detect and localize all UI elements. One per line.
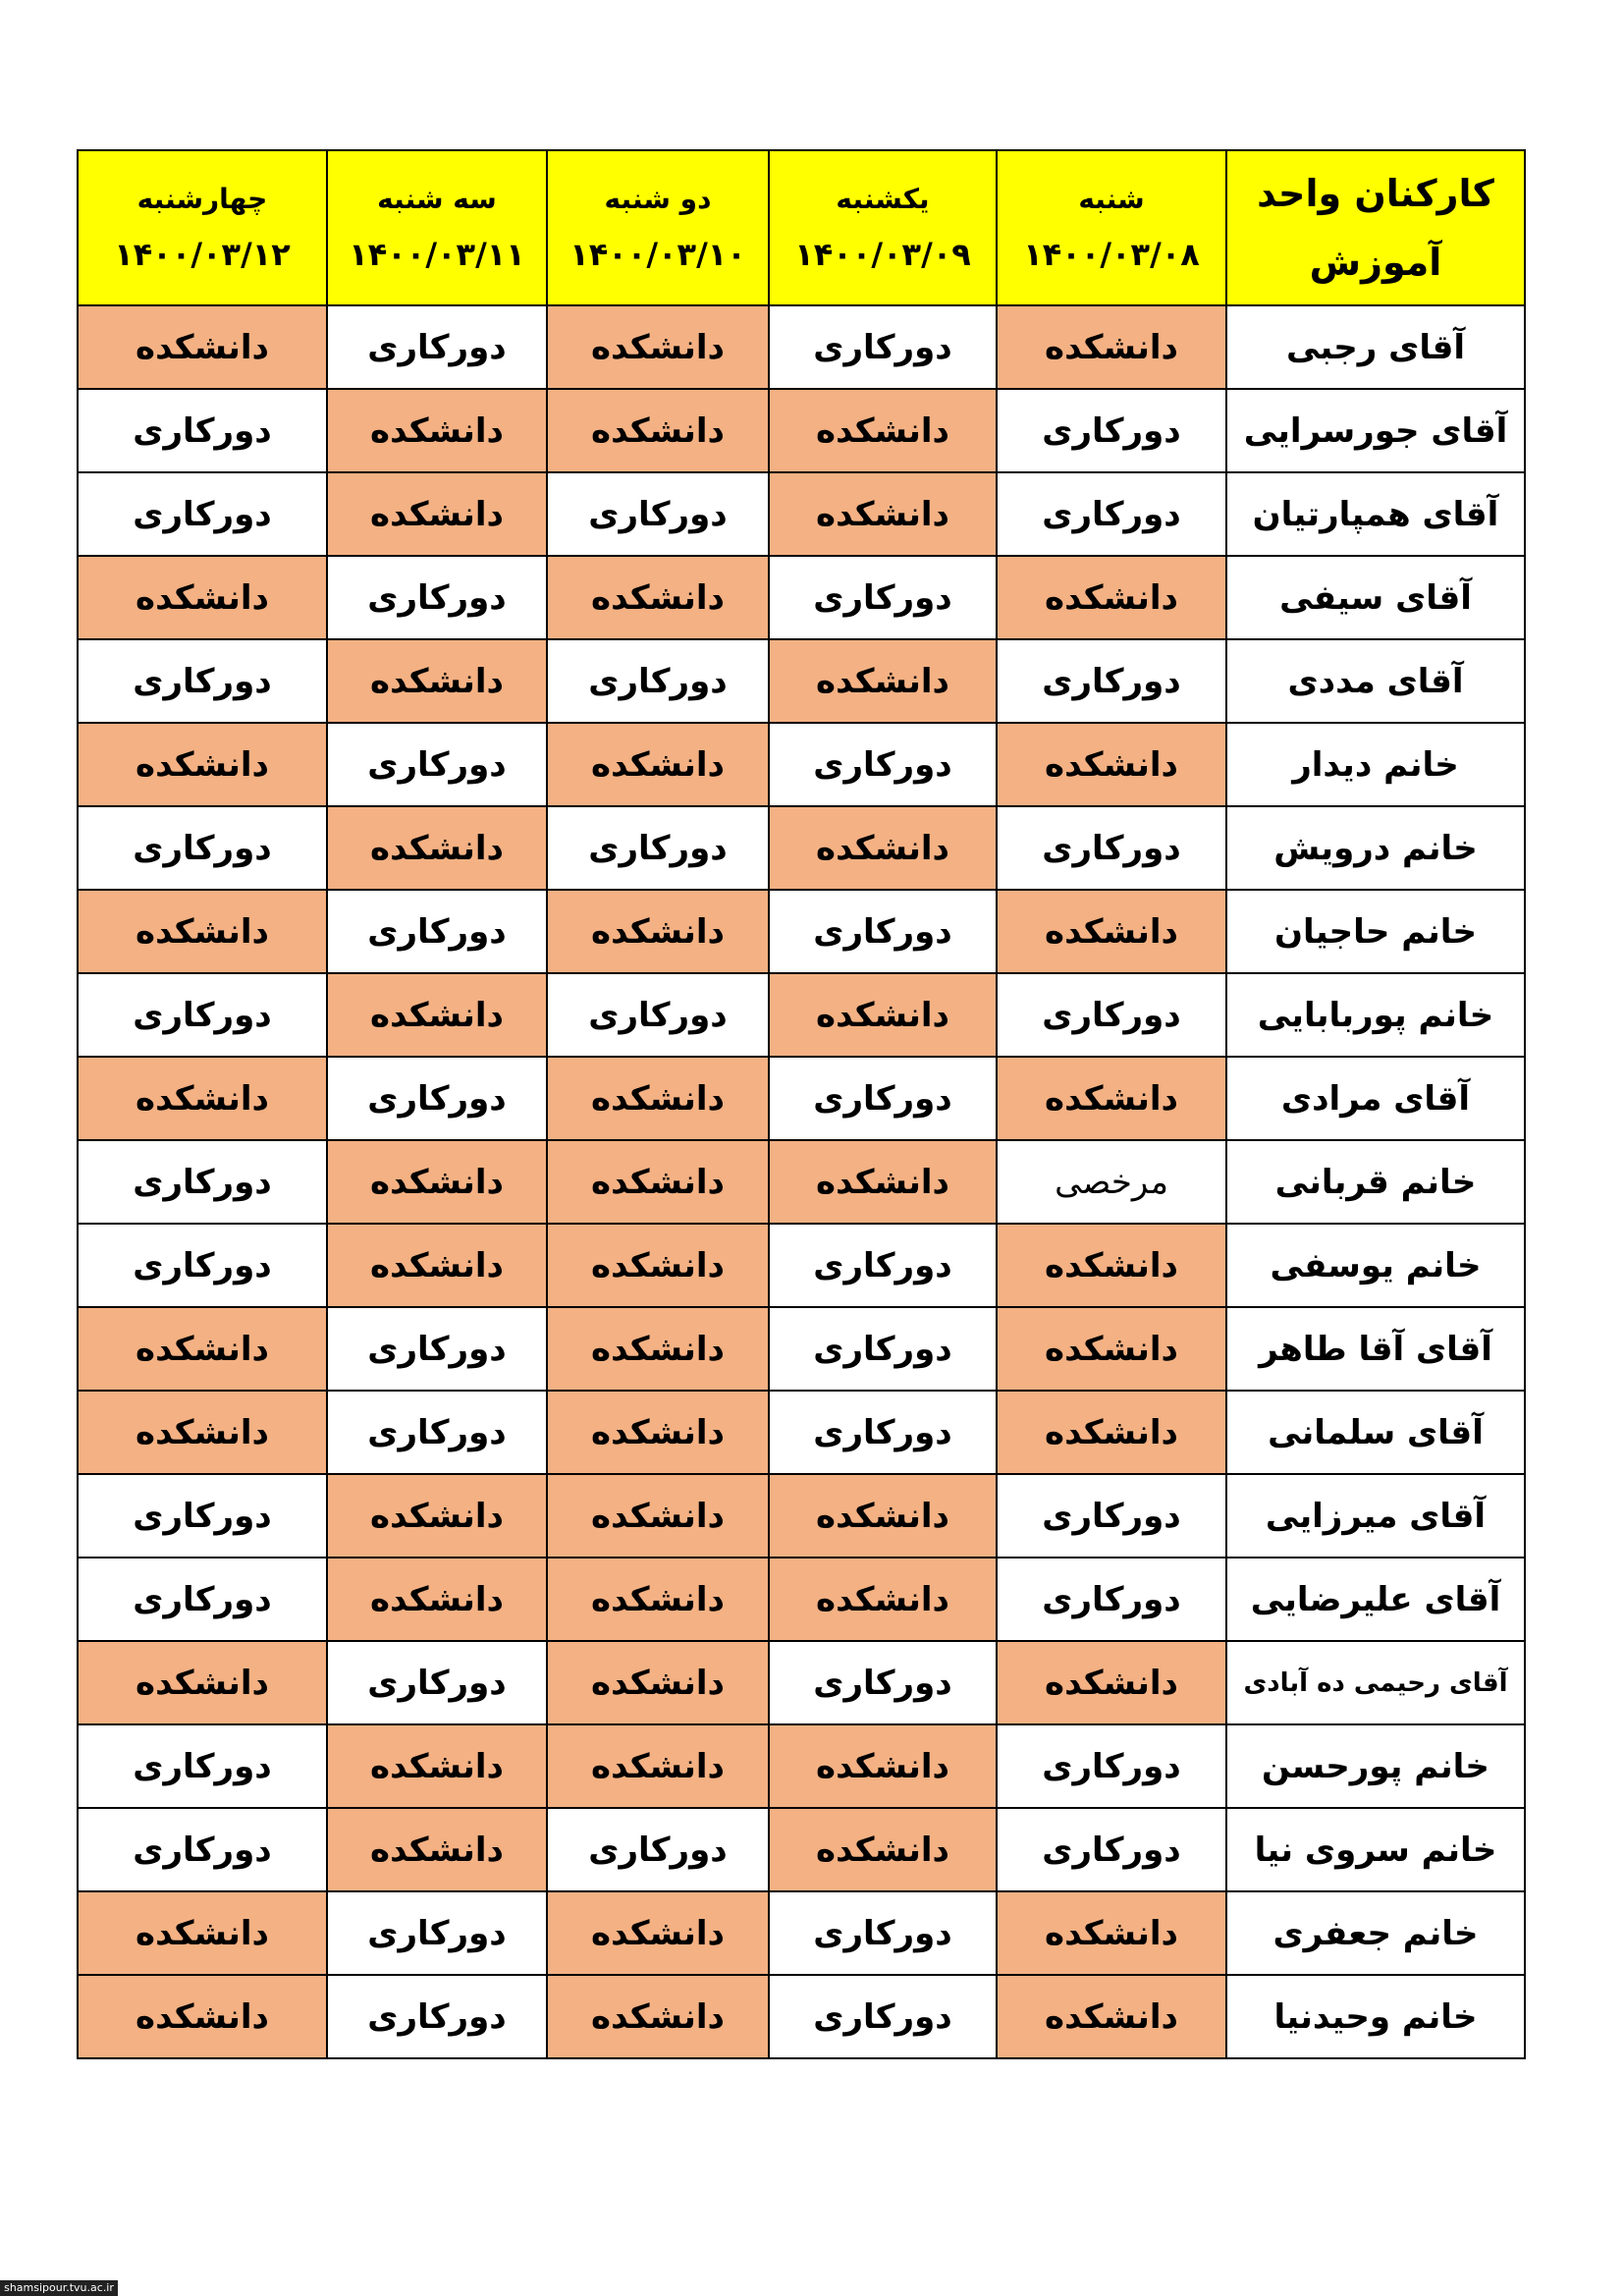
day-name: دو شنبه [604,183,712,215]
day-date: ۱۴۰۰/۰۳/۱۲ [114,236,291,273]
table-row [78,1641,1525,1724]
status-cell-uni: دانشکده [78,723,327,806]
status-cell-remote: دورکاری [78,639,327,723]
status-cell-remote: دورکاری [78,973,327,1057]
staff-name: خانم دیدار [1226,723,1525,806]
staff-name: آقای آقا طاهر [1226,1307,1525,1391]
status-cell-uni: دانشکده [547,1641,769,1724]
staff-name: خانم سروی نیا [1226,1808,1525,1891]
status-cell-uni: دانشکده [547,1057,769,1140]
status-cell-uni: دانشکده [327,639,547,723]
status-cell-uni: دانشکده [547,1307,769,1391]
status-cell-remote: دورکاری [769,1057,997,1140]
day-date: ۱۴۰۰/۰۳/۱۰ [569,236,746,273]
status-cell-uni: دانشکده [547,1474,769,1558]
table-row [78,1307,1525,1391]
header-row [78,150,1525,305]
status-cell-remote: دورکاری [327,1891,547,1975]
status-cell-uni: دانشکده [547,1975,769,2058]
status-cell-uni: دانشکده [769,973,997,1057]
table-row [78,1474,1525,1558]
status-cell-remote: دورکاری [547,806,769,890]
status-cell-uni: دانشکده [997,1057,1226,1140]
status-cell-remote: دورکاری [78,1140,327,1224]
status-cell-remote: دورکاری [769,305,997,389]
staff-name: خانم پوربابایی [1226,973,1525,1057]
status-cell-remote: دورکاری [997,389,1226,472]
table-row [78,639,1525,723]
status-cell-uni: دانشکده [769,806,997,890]
status-cell-uni: دانشکده [769,1724,997,1808]
table-row [78,973,1525,1057]
header-day [78,150,327,305]
table-row [78,806,1525,890]
status-cell-remote: دورکاری [769,1224,997,1307]
table-row [78,1140,1525,1224]
status-cell-uni: دانشکده [997,723,1226,806]
status-cell-remote: دورکاری [327,305,547,389]
status-cell-remote: دورکاری [769,890,997,973]
status-cell-remote: دورکاری [769,1307,997,1391]
staff-name: خانم درویش [1226,806,1525,890]
status-cell-uni: دانشکده [78,556,327,639]
status-cell-remote: دورکاری [327,1391,547,1474]
status-cell-remote: دورکاری [997,639,1226,723]
header-day [547,150,769,305]
staff-name: خانم پورحسن [1226,1724,1525,1808]
status-cell-remote: دورکاری [769,1891,997,1975]
status-cell-uni: دانشکده [327,1724,547,1808]
status-cell-uni: دانشکده [997,556,1226,639]
status-cell-uni: دانشکده [547,305,769,389]
status-cell-remote: دورکاری [997,1808,1226,1891]
status-cell-remote: دورکاری [769,723,997,806]
status-cell-remote: دورکاری [547,472,769,556]
staff-name: آقای مددی [1226,639,1525,723]
status-cell-uni: دانشکده [547,1391,769,1474]
status-cell-uni: دانشکده [327,1140,547,1224]
staff-name: آقای همپارتیان [1226,472,1525,556]
table-row [78,472,1525,556]
table-row [78,1057,1525,1140]
status-cell-remote: دورکاری [78,1724,327,1808]
staff-name: خانم قربانی [1226,1140,1525,1224]
table-row [78,556,1525,639]
status-cell-remote: دورکاری [78,1558,327,1641]
day-date: ۱۴۰۰/۰۳/۰۸ [1023,236,1200,273]
status-cell-uni: دانشکده [997,1224,1226,1307]
header-day [997,150,1226,305]
status-cell-uni: دانشکده [78,890,327,973]
status-cell-uni: دانشکده [78,1891,327,1975]
status-cell-remote: دورکاری [997,806,1226,890]
schedule-sheet [77,149,1524,2059]
staff-name: آقای رحیمی ده آبادی [1226,1641,1525,1724]
status-cell-uni: دانشکده [997,1391,1226,1474]
status-cell-uni: دانشکده [547,1224,769,1307]
status-cell-remote: دورکاری [78,806,327,890]
status-cell-uni: دانشکده [547,1558,769,1641]
status-cell-uni: دانشکده [997,1641,1226,1724]
status-cell-remote: دورکاری [997,1558,1226,1641]
status-cell-remote: دورکاری [547,973,769,1057]
header-day [769,150,997,305]
day-name: شنبه [1078,183,1145,215]
staff-name: آقای مرادی [1226,1057,1525,1140]
day-name: یکشنبه [836,183,930,215]
status-cell-uni: دانشکده [769,1558,997,1641]
status-cell-remote: دورکاری [327,1307,547,1391]
status-cell-uni: دانشکده [78,305,327,389]
status-cell-uni: دانشکده [327,1558,547,1641]
day-name: سه شنبه [377,183,497,215]
status-cell-uni: دانشکده [78,1641,327,1724]
staff-name: آقای سلمانی [1226,1391,1525,1474]
site-watermark: shamsipour.tvu.ac.ir [0,2280,118,2296]
staff-name: آقای علیرضایی [1226,1558,1525,1641]
status-cell-uni: دانشکده [547,389,769,472]
staff-name: آقای میرزایی [1226,1474,1525,1558]
status-cell-uni: دانشکده [547,1140,769,1224]
status-cell-remote: دورکاری [78,1474,327,1558]
table-row [78,1975,1525,2058]
status-cell-uni: دانشکده [997,1975,1226,2058]
day-date: ۱۴۰۰/۰۳/۱۱ [349,236,525,273]
table-row [78,723,1525,806]
status-cell-uni: دانشکده [547,556,769,639]
status-cell-remote: دورکاری [547,1808,769,1891]
header-staff: کارکنان واحد آموزش [1226,150,1525,305]
status-cell-remote: دورکاری [997,1724,1226,1808]
status-cell-uni: دانشکده [327,1474,547,1558]
staff-name: خانم جعفری [1226,1891,1525,1975]
status-cell-uni: دانشکده [997,890,1226,973]
status-cell-uni: دانشکده [769,1140,997,1224]
status-cell-remote: دورکاری [78,1808,327,1891]
header-day [327,150,547,305]
status-cell-uni: دانشکده [327,973,547,1057]
status-cell-remote: دورکاری [997,973,1226,1057]
status-cell-uni: دانشکده [769,639,997,723]
status-cell-uni: دانشکده [769,389,997,472]
status-cell-remote: دورکاری [78,1224,327,1307]
status-cell-uni: دانشکده [997,1891,1226,1975]
table-row [78,305,1525,389]
status-cell-remote: دورکاری [769,556,997,639]
staff-name: آقای جورسرایی [1226,389,1525,472]
schedule-body [78,305,1525,2058]
table-row [78,890,1525,973]
status-cell-remote: دورکاری [769,1391,997,1474]
staff-name: خانم وحیدنیا [1226,1975,1525,2058]
status-cell-remote: دورکاری [327,1641,547,1724]
status-cell-remote: دورکاری [327,723,547,806]
status-cell-uni: دانشکده [547,890,769,973]
status-cell-remote: دورکاری [327,556,547,639]
status-cell-remote: دورکاری [78,389,327,472]
status-cell-uni: دانشکده [547,1724,769,1808]
table-row [78,1224,1525,1307]
status-cell-uni: دانشکده [547,723,769,806]
status-cell-uni: دانشکده [769,472,997,556]
table-row [78,1558,1525,1641]
schedule-table [77,149,1526,2059]
table-row [78,389,1525,472]
status-cell-remote: دورکاری [547,639,769,723]
status-cell-remote: دورکاری [327,1975,547,2058]
table-row [78,1391,1525,1474]
status-cell-uni: دانشکده [547,1891,769,1975]
staff-name: آقای سیفی [1226,556,1525,639]
table-row [78,1724,1525,1808]
status-cell-uni: دانشکده [997,1307,1226,1391]
status-cell-uni: دانشکده [327,472,547,556]
status-cell-remote: دورکاری [769,1641,997,1724]
status-cell-remote: دورکاری [769,1975,997,2058]
status-cell-uni: دانشکده [78,1057,327,1140]
staff-name: خانم یوسفی [1226,1224,1525,1307]
status-cell-leave: مرخصی [997,1140,1226,1224]
status-cell-uni: دانشکده [78,1391,327,1474]
status-cell-remote: دورکاری [997,1474,1226,1558]
status-cell-uni: دانشکده [769,1808,997,1891]
status-cell-remote: دورکاری [327,890,547,973]
status-cell-uni: دانشکده [327,1224,547,1307]
status-cell-uni: دانشکده [327,1808,547,1891]
status-cell-remote: دورکاری [997,472,1226,556]
status-cell-uni: دانشکده [327,806,547,890]
staff-name: خانم حاجیان [1226,890,1525,973]
day-date: ۱۴۰۰/۰۳/۰۹ [794,236,971,273]
staff-name: آقای رجبی [1226,305,1525,389]
day-name: چهارشنبه [136,183,268,215]
status-cell-uni: دانشکده [769,1474,997,1558]
status-cell-uni: دانشکده [997,305,1226,389]
table-row [78,1891,1525,1975]
status-cell-uni: دانشکده [327,389,547,472]
status-cell-uni: دانشکده [78,1307,327,1391]
status-cell-remote: دورکاری [327,1057,547,1140]
table-row [78,1808,1525,1891]
status-cell-remote: دورکاری [78,472,327,556]
status-cell-uni: دانشکده [78,1975,327,2058]
